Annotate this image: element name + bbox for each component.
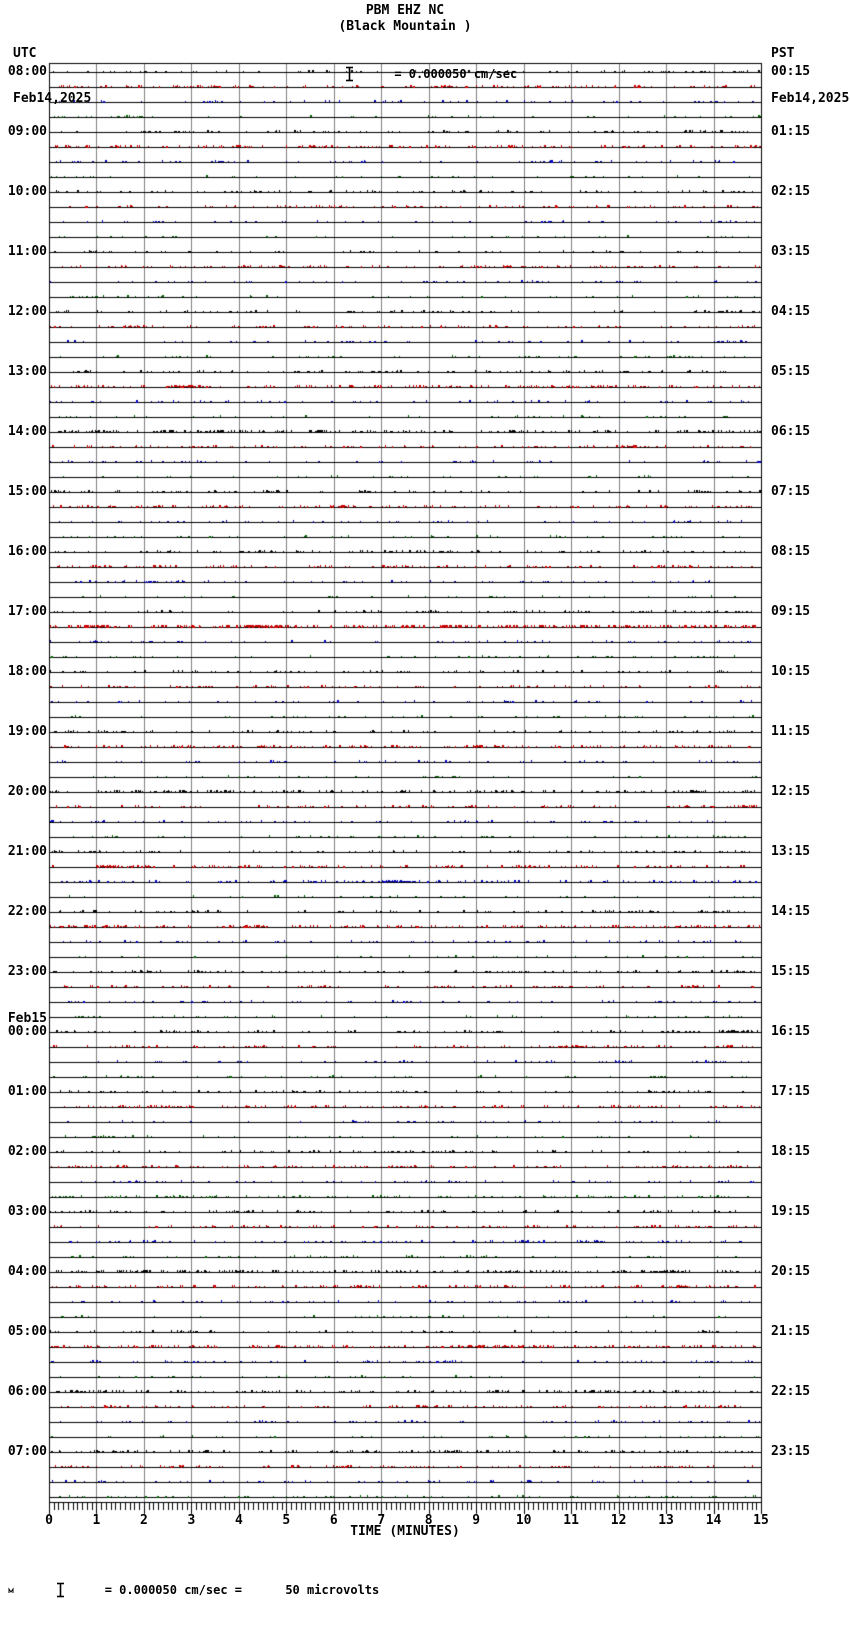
minute-tick-label: 8 — [424, 1513, 433, 1528]
pst-hour-label: 01:15 — [771, 124, 811, 139]
utc-hour-label: 23:00 — [7, 964, 47, 979]
minute-tick-label: 10 — [515, 1513, 532, 1528]
utc-hour-label: 14:00 — [7, 424, 47, 439]
minute-tick-label: 12 — [610, 1513, 627, 1528]
utc-hour-label: 00:00 — [7, 1024, 47, 1039]
pst-hour-label: 05:15 — [771, 364, 811, 379]
pst-hour-label: 09:15 — [771, 604, 811, 619]
pst-hour-label: 20:15 — [771, 1264, 811, 1279]
pst-hour-label: 23:15 — [771, 1444, 811, 1459]
minute-tick-label: 4 — [234, 1513, 243, 1528]
page-title: PBM EHZ NC — [365, 3, 445, 18]
pst-hour-label: 00:15 — [771, 64, 811, 79]
pst-hour-label: 17:15 — [771, 1084, 811, 1099]
pst-date-label: Feb14,2025 — [771, 91, 850, 106]
utc-hour-label: 18:00 — [7, 664, 47, 679]
utc-hour-label: 10:00 — [7, 184, 47, 199]
utc-hour-label: 21:00 — [7, 844, 47, 859]
utc-hour-label: 17:00 — [7, 604, 47, 619]
utc-tz-label: UTC — [13, 46, 37, 61]
minute-tick-label: 7 — [377, 1513, 386, 1528]
utc-hour-label: 06:00 — [7, 1384, 47, 1399]
pst-hour-label: 04:15 — [771, 304, 811, 319]
minute-tick-label: 15 — [753, 1513, 769, 1528]
scale-bar-icon — [345, 38, 388, 110]
utc-hour-label: 12:00 — [7, 304, 47, 319]
utc-hour-label: 05:00 — [7, 1324, 47, 1339]
pst-hour-label: 14:15 — [771, 904, 811, 919]
pst-hour-label: 03:15 — [771, 244, 811, 259]
date-rollover-label: Feb15 — [7, 1011, 47, 1026]
pst-hour-label: 19:15 — [771, 1204, 811, 1219]
minute-tick-label: 14 — [705, 1513, 722, 1528]
utc-hour-label: 08:00 — [7, 64, 47, 79]
pst-hour-label: 02:15 — [771, 184, 811, 199]
pst-hour-label: 12:15 — [771, 784, 811, 799]
pst-hour-label: 10:15 — [771, 664, 811, 679]
footer-scale-note — [8, 1554, 379, 1626]
pst-hour-label: 21:15 — [771, 1324, 811, 1339]
utc-hour-label: 13:00 — [7, 364, 47, 379]
minute-tick-label: 5 — [282, 1513, 291, 1528]
pst-hour-label: 16:15 — [771, 1024, 811, 1039]
minute-tick-label: 0 — [45, 1513, 53, 1528]
pst-hour-label: 22:15 — [771, 1384, 811, 1399]
pst-hour-label: 08:15 — [771, 544, 811, 559]
pst-hour-label: 11:15 — [771, 724, 811, 739]
utc-hour-label: 19:00 — [7, 724, 47, 739]
footer-scale-text: = 0.000050 cm/sec = 50 microvolts — [104, 1583, 380, 1597]
utc-hour-label: 16:00 — [7, 544, 47, 559]
utc-hour-label: 02:00 — [7, 1144, 47, 1159]
minute-tick-label: 3 — [187, 1513, 196, 1528]
scale-label: = 0.000050 cm/sec — [394, 67, 518, 81]
pst-hour-label: 06:15 — [771, 424, 811, 439]
utc-hour-label: 03:00 — [7, 1204, 47, 1219]
pst-hour-label: 15:15 — [771, 964, 811, 979]
minute-tick-label: 1 — [92, 1513, 101, 1528]
pst-tz-label: PST — [771, 46, 795, 61]
utc-hour-label: 07:00 — [7, 1444, 47, 1459]
utc-hour-label: 04:00 — [7, 1264, 47, 1279]
minute-tick-label: 13 — [658, 1513, 674, 1528]
minute-tick-label: 9 — [472, 1513, 481, 1528]
pst-hour-label: 07:15 — [771, 484, 811, 499]
footer-mark-icon — [8, 1559, 51, 1622]
pst-hour-label: 13:15 — [771, 844, 811, 859]
utc-date-label: Feb14,2025 — [13, 91, 92, 106]
footer-scale-bar-icon — [56, 1554, 99, 1626]
minute-tick-label: 11 — [563, 1513, 579, 1528]
utc-hour-label: 09:00 — [7, 124, 47, 139]
minute-tick-label: 2 — [140, 1513, 148, 1528]
utc-hour-label: 20:00 — [7, 784, 47, 799]
utc-hour-label: 15:00 — [7, 484, 47, 499]
utc-hour-label: 22:00 — [7, 904, 47, 919]
scale-line — [345, 38, 517, 110]
pst-hour-label: 18:15 — [771, 1144, 811, 1159]
utc-hour-label: 01:00 — [7, 1084, 47, 1099]
minute-tick-label: 6 — [329, 1513, 338, 1528]
station-name: (Black Mountain ) — [338, 19, 472, 34]
utc-hour-label: 11:00 — [7, 244, 47, 259]
x-axis-title: TIME (MINUTES) — [350, 1524, 460, 1539]
